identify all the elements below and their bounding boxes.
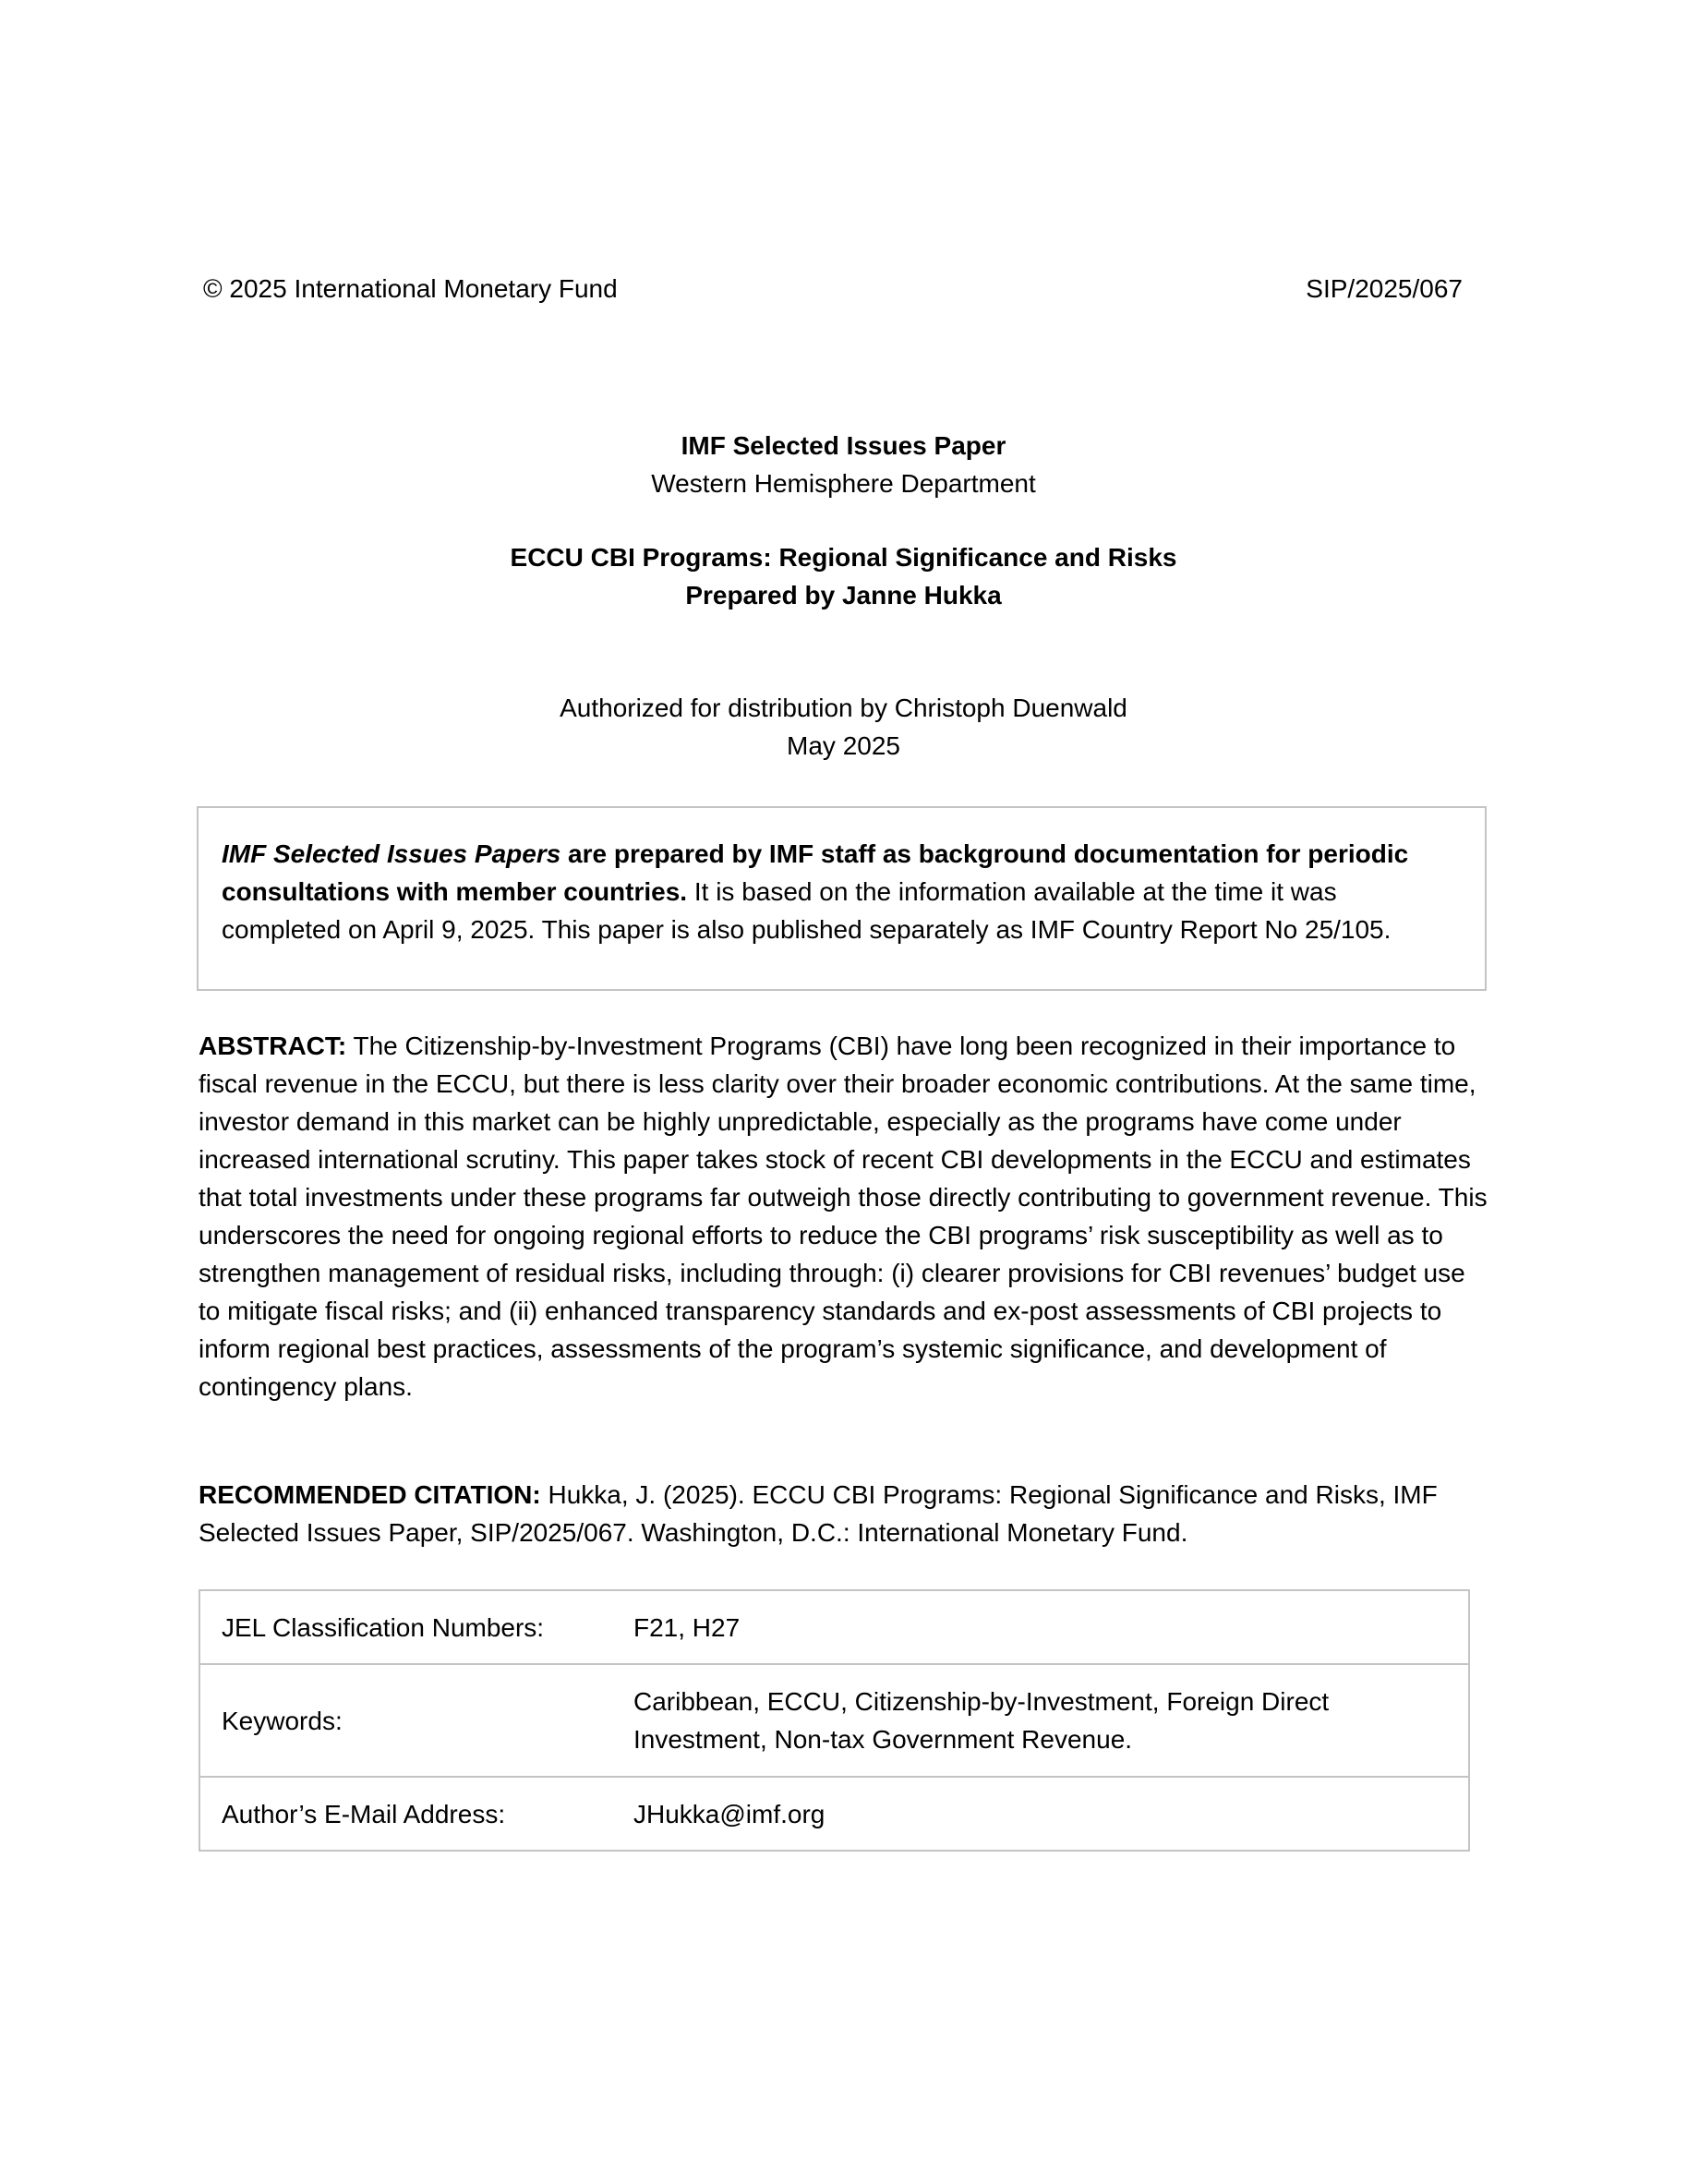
series-block xyxy=(0,427,1687,502)
series-title: IMF Selected Issues Paper xyxy=(681,431,1006,460)
notice-italic-lead: IMF Selected Issues Papers xyxy=(222,839,561,868)
department-name: Western Hemisphere Department xyxy=(651,469,1036,498)
info-table xyxy=(199,1589,1470,1852)
publication-date: May 2025 xyxy=(787,731,900,760)
paper-title-block xyxy=(0,538,1687,614)
notice-body: It is based on the information available at the time it was completed on April 9, 2025. This paper is also published separately as IMF Country Report No 25/105. xyxy=(222,877,1392,944)
recommended-citation xyxy=(199,1476,1491,1551)
keywords-value xyxy=(633,1664,1469,1777)
table-row xyxy=(199,1777,1469,1851)
email-value[interactable]: JHukka@imf.org xyxy=(633,1777,1469,1851)
abstract-label: ABSTRACT: xyxy=(199,1032,347,1060)
jel-label: JEL Classification Numbers: xyxy=(199,1590,633,1664)
keywords-label: Keywords: xyxy=(199,1664,633,1777)
table-row xyxy=(199,1664,1469,1777)
paper-title: ECCU CBI Programs: Regional Significance and Risks xyxy=(510,543,1177,572)
jel-value: F21, H27 xyxy=(633,1590,1469,1664)
abstract-text: The Citizenship-by-Investment Programs (CBI) have long been recognized in their importance to fiscal revenue in the ECCU, but there is less clarity over their broader economic contributions. At the same time, investor demand in this market can be highly unpredictable, especially as the programs have come under increased international scrutiny. This paper takes stock of recent CBI developments in the ECCU and estimates that total investments under these programs far outweigh those directly contributing to government revenue. This underscores the need for ongoing regional efforts to reduce the CBI programs’ risk susceptibility as well as to strengthen management of residual risks, including through: (i) clearer provisions for CBI revenues’ budget use to mitigate fiscal risks; and (ii) enhanced transparency standards and ex-post assessments of CBI projects to inform regional best practices, assessments of the program’s systemic significance, and development of contingency plans. xyxy=(199,1032,1488,1401)
notice-bold-lead: are prepared by IMF staff as background documentation for periodic consultations with member countries. xyxy=(222,839,1409,906)
copyright-notice: © 2025 International Monetary Fund xyxy=(203,274,618,303)
authorization-block xyxy=(0,689,1687,765)
authorized-by: Authorized for distribution by Christoph Duenwald xyxy=(560,694,1127,722)
citation-text: Hukka, J. (2025). ECCU CBI Programs: Regional Significance and Risks, IMF Selected Issues Paper, SIP/2025/067. Washington, D.C.: International Monetary Fund. xyxy=(199,1480,1438,1547)
notice-text xyxy=(222,835,1459,948)
paper-number: SIP/2025/067 xyxy=(1306,274,1463,303)
prepared-by: Prepared by Janne Hukka xyxy=(685,581,1002,609)
notice-box xyxy=(197,806,1487,991)
citation-label: RECOMMENDED CITATION: xyxy=(199,1480,541,1509)
table-row xyxy=(199,1590,1469,1664)
abstract xyxy=(199,1027,1491,1406)
keywords-text: Caribbean, ECCU, Citizenship-by-Investment, Foreign Direct Investment, Non-tax Government Revenue. xyxy=(633,1687,1330,1754)
email-label: Author’s E-Mail Address: xyxy=(199,1777,633,1851)
